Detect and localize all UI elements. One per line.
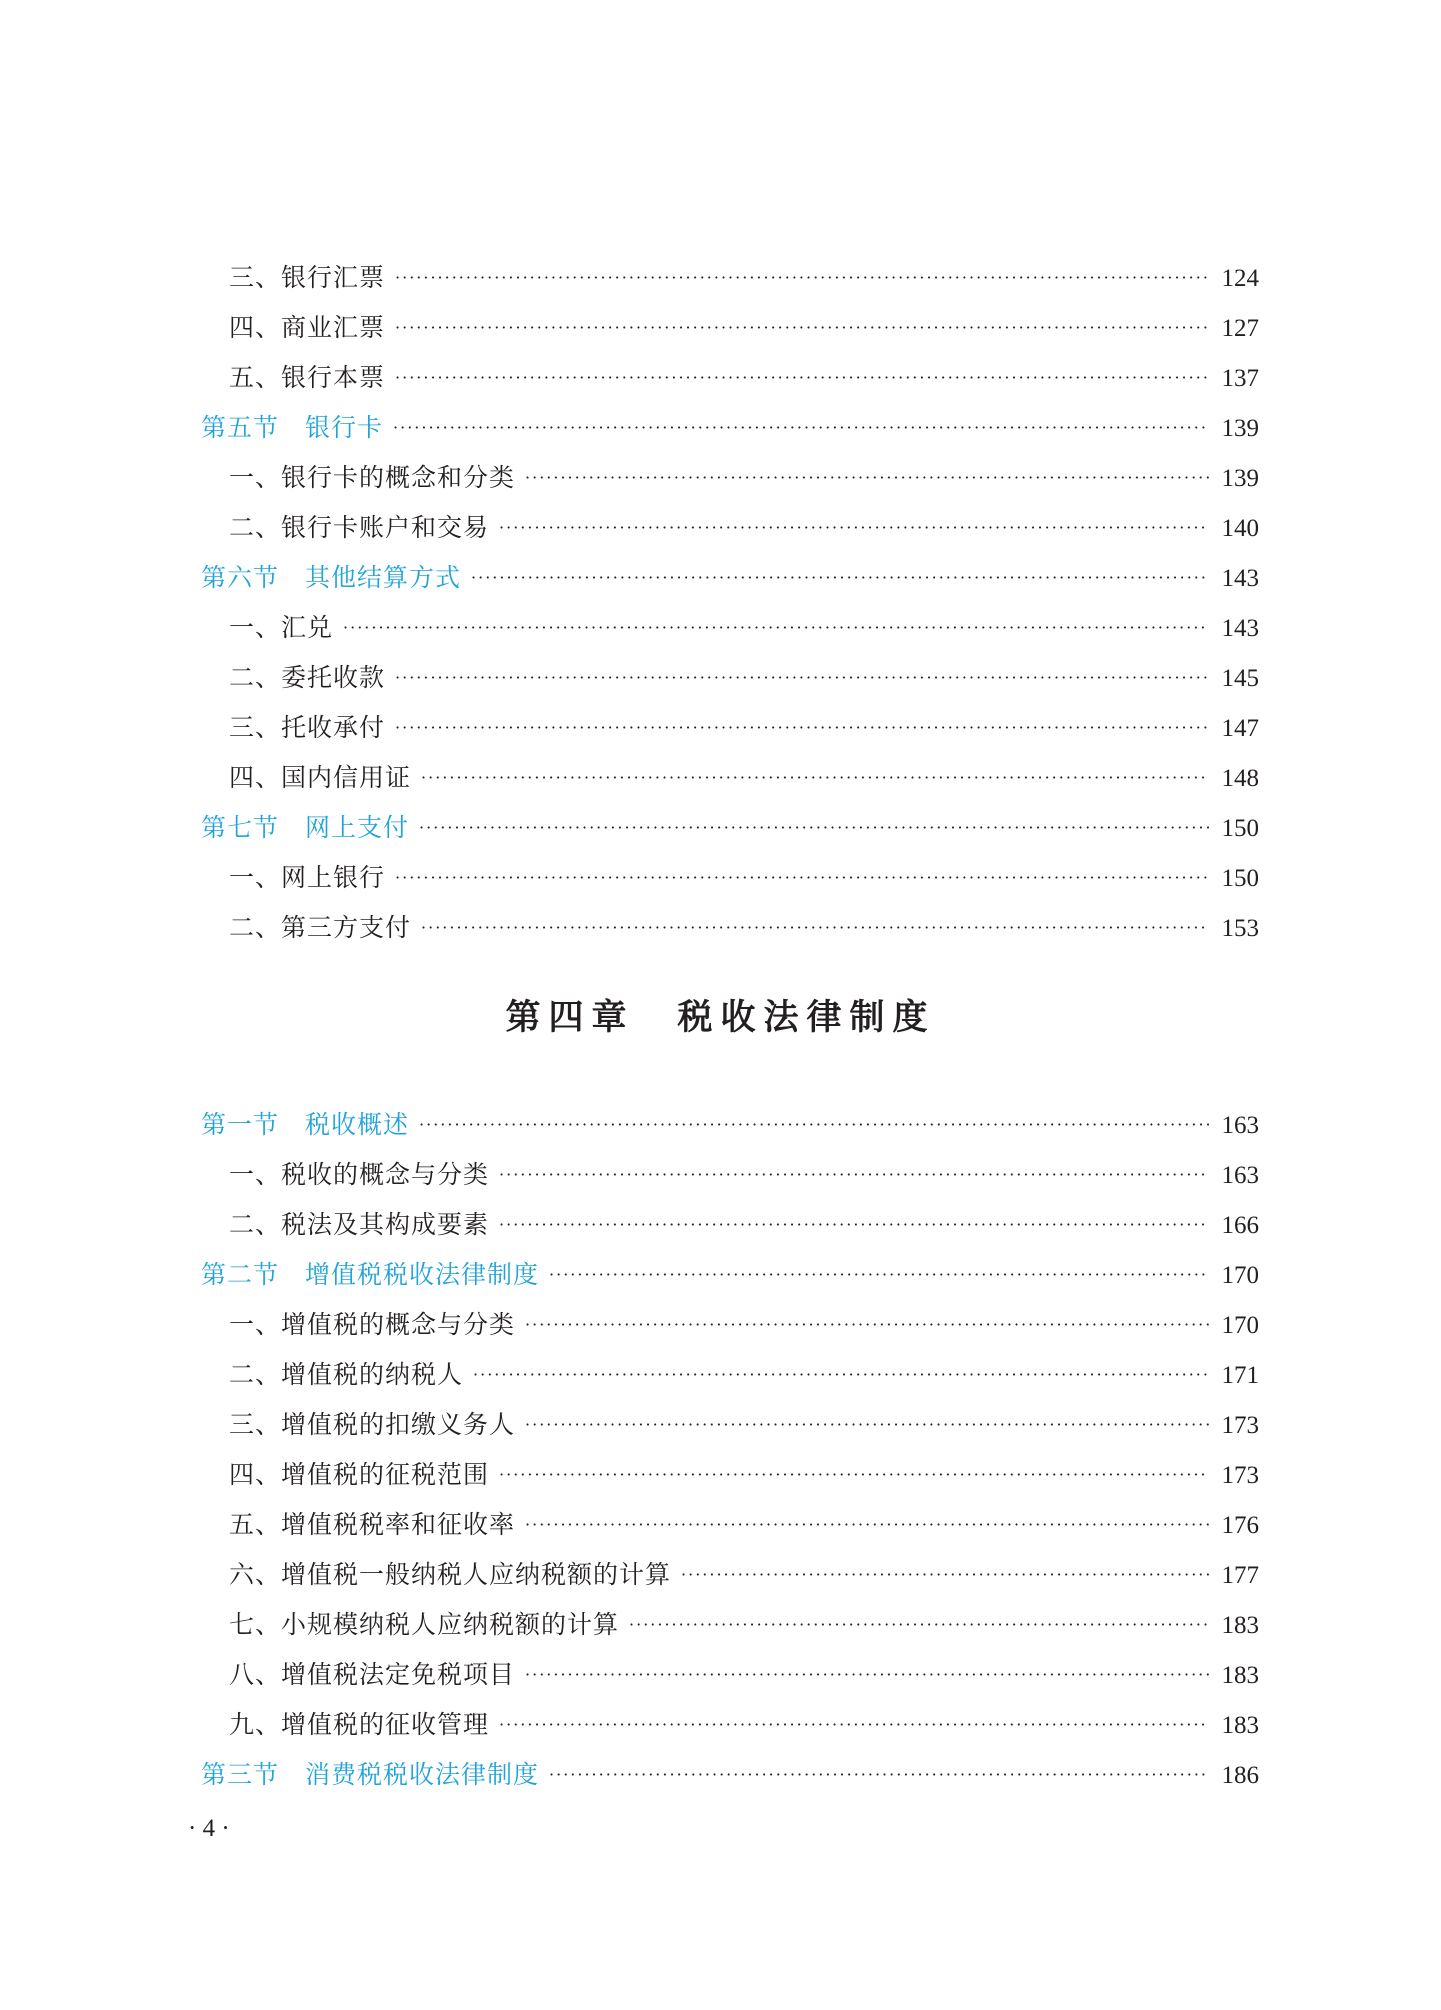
toc-subentry (201, 453, 1259, 503)
toc-entry-title: 二、银行卡账户和交易 (229, 513, 490, 542)
dot-leader (629, 1600, 1209, 1650)
toc-subentry (201, 903, 1259, 953)
toc-subentry (201, 503, 1259, 553)
dot-leader (395, 253, 1209, 303)
dot-leader (681, 1550, 1209, 1600)
toc-subentry (201, 303, 1259, 353)
toc-subentry (201, 1700, 1259, 1750)
toc-block-2 (201, 1100, 1259, 1800)
toc-page-number: 177 (1221, 1562, 1259, 1589)
toc-entry-title: 二、委托收款 (229, 663, 386, 692)
toc-page-number: 140 (1221, 515, 1259, 542)
toc-entry-title: 九、增值税的征收管理 (229, 1710, 490, 1739)
toc-entry-title: 一、网上银行 (229, 863, 386, 892)
toc-entry-title: 三、托收承付 (229, 713, 386, 742)
toc-page-number: 183 (1221, 1712, 1259, 1739)
toc-entry-title: 四、商业汇票 (229, 313, 386, 342)
dot-leader (395, 653, 1209, 703)
dot-leader (499, 1150, 1209, 1200)
toc-page-number: 143 (1221, 565, 1259, 592)
toc-block-1 (201, 253, 1259, 953)
toc-subentry (201, 753, 1259, 803)
dot-leader (393, 403, 1209, 453)
toc-entry-title: 四、增值税的征税范围 (229, 1460, 490, 1489)
toc-page-number: 143 (1221, 615, 1259, 642)
dot-leader (525, 1650, 1209, 1700)
toc-section-entry[interactable] (201, 1100, 1259, 1150)
toc-entry-title: 四、国内信用证 (229, 763, 412, 792)
toc-page-number: 124 (1221, 265, 1259, 292)
dot-leader (525, 1300, 1209, 1350)
toc-entry-title: 第三节 消费税税收法律制度 (201, 1760, 540, 1789)
toc-page-number: 163 (1221, 1112, 1259, 1139)
toc-entry-title: 五、银行本票 (229, 363, 386, 392)
toc-entry-title: 八、增值税法定免税项目 (229, 1660, 516, 1689)
toc-subentry (201, 1300, 1259, 1350)
dot-leader (525, 453, 1209, 503)
toc-subentry (201, 253, 1259, 303)
toc-page-number: 127 (1221, 315, 1259, 342)
toc-subentry (201, 1200, 1259, 1250)
toc-entry-title: 二、增值税的纳税人 (229, 1360, 464, 1389)
toc-subentry (201, 1350, 1259, 1400)
toc-entry-title: 第七节 网上支付 (201, 813, 410, 842)
toc-subentry (201, 603, 1259, 653)
toc-page-number: 137 (1221, 365, 1259, 392)
toc-section-entry[interactable] (201, 1750, 1259, 1800)
toc-subentry (201, 1550, 1259, 1600)
toc-page-number: 145 (1221, 665, 1259, 692)
toc-subentry (201, 1400, 1259, 1450)
toc-subentry (201, 353, 1259, 403)
toc-page-number: 153 (1221, 915, 1259, 942)
dot-leader (421, 753, 1209, 803)
toc-subentry (201, 1150, 1259, 1200)
toc-entry-title: 二、税法及其构成要素 (229, 1210, 490, 1239)
toc-page-number: 183 (1221, 1612, 1259, 1639)
toc-page-number: 166 (1221, 1212, 1259, 1239)
toc-subentry (201, 653, 1259, 703)
dot-leader (473, 1350, 1209, 1400)
toc-entry-title: 五、增值税税率和征收率 (229, 1510, 516, 1539)
toc-entry-title: 一、增值税的概念与分类 (229, 1310, 516, 1339)
dot-leader (395, 353, 1209, 403)
toc-entry-title: 第一节 税收概述 (201, 1110, 410, 1139)
dot-leader (499, 1450, 1209, 1500)
toc-page-number: 150 (1221, 865, 1259, 892)
toc-page-number: 171 (1221, 1362, 1259, 1389)
toc-page-number: 163 (1221, 1162, 1259, 1189)
toc-subentry (201, 1650, 1259, 1700)
dot-leader (343, 603, 1209, 653)
toc-entry-title: 一、汇兑 (229, 613, 334, 642)
toc-entry-title: 七、小规模纳税人应纳税额的计算 (229, 1610, 620, 1639)
toc-page-number: 183 (1221, 1662, 1259, 1689)
toc-page-number: 147 (1221, 715, 1259, 742)
toc-subentry (201, 853, 1259, 903)
dot-leader (525, 1400, 1209, 1450)
toc-page-number: 139 (1221, 465, 1259, 492)
toc-section-entry[interactable] (201, 553, 1259, 603)
dot-leader (499, 503, 1209, 553)
toc-entry-title: 六、增值税一般纳税人应纳税额的计算 (229, 1560, 672, 1589)
dot-leader (395, 303, 1209, 353)
toc-page-number: 176 (1221, 1512, 1259, 1539)
toc-page-number: 173 (1221, 1462, 1259, 1489)
toc-entry-title: 二、第三方支付 (229, 913, 412, 942)
dot-leader (419, 803, 1209, 853)
toc-subentry (201, 1600, 1259, 1650)
toc-page-number: 139 (1221, 415, 1259, 442)
toc-section-entry[interactable] (201, 403, 1259, 453)
toc-page-number: 173 (1221, 1412, 1259, 1439)
toc-page-number: 186 (1221, 1762, 1259, 1789)
dot-leader (499, 1700, 1209, 1750)
toc-page-number: 170 (1221, 1262, 1259, 1289)
dot-leader (471, 553, 1209, 603)
dot-leader (525, 1500, 1209, 1550)
toc-subentry (201, 1500, 1259, 1550)
toc-entry-title: 一、税收的概念与分类 (229, 1160, 490, 1189)
toc-page-number: 150 (1221, 815, 1259, 842)
dot-leader (395, 703, 1209, 753)
toc-entry-title: 一、银行卡的概念和分类 (229, 463, 516, 492)
toc-entry-title: 第二节 增值税税收法律制度 (201, 1260, 540, 1289)
toc-subentry (201, 1450, 1259, 1500)
dot-leader (419, 1100, 1209, 1150)
toc-page-number: 170 (1221, 1312, 1259, 1339)
toc-entry-title: 第六节 其他结算方式 (201, 563, 462, 592)
dot-leader (421, 903, 1209, 953)
chapter-title: 第四章 税收法律制度 (505, 998, 936, 1038)
toc-entry-title: 三、增值税的扣缴义务人 (229, 1410, 516, 1439)
dot-leader (395, 853, 1209, 903)
page-number: · 4 · (188, 1815, 230, 1842)
dot-leader (549, 1250, 1209, 1300)
toc-entry-title: 三、银行汇票 (229, 263, 386, 292)
toc-section-entry[interactable] (201, 1250, 1259, 1300)
dot-leader (499, 1200, 1209, 1250)
toc-subentry (201, 703, 1259, 753)
toc-section-entry[interactable] (201, 803, 1259, 853)
toc-page-number: 148 (1221, 765, 1259, 792)
toc-entry-title: 第五节 银行卡 (201, 413, 384, 442)
dot-leader (549, 1750, 1209, 1800)
